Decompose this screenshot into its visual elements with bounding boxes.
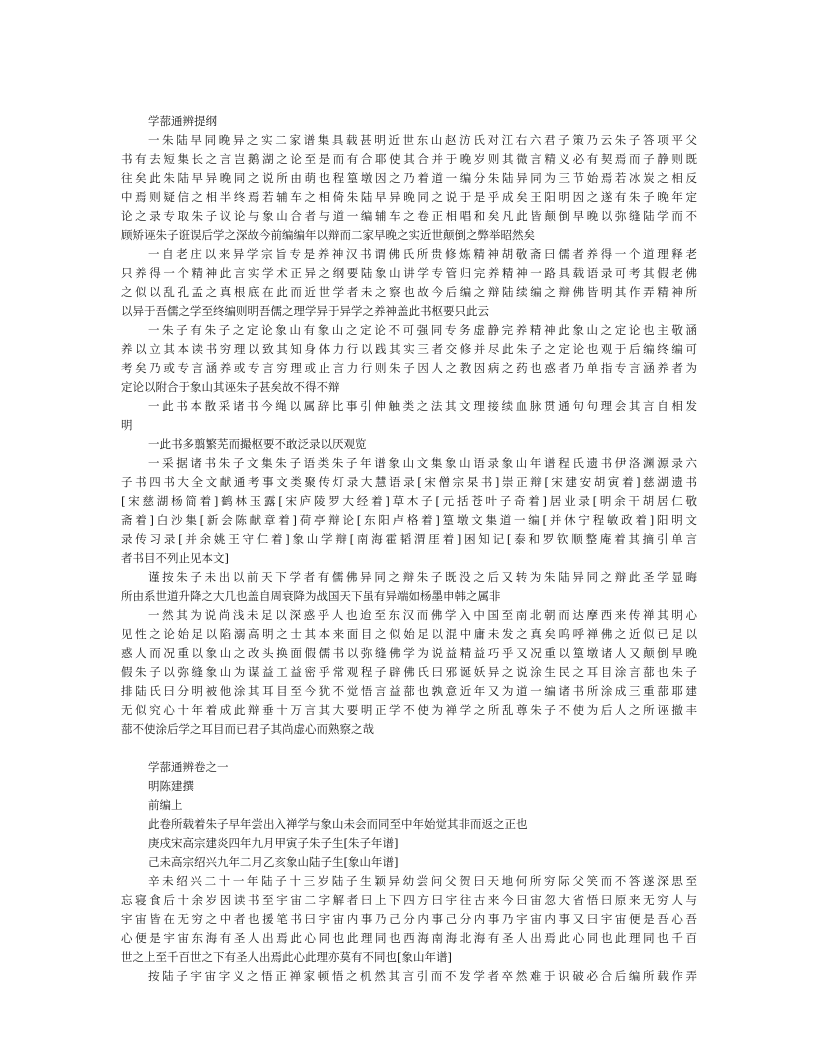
paragraph [121,606,697,739]
text-line: 一采据诸书朱子文集朱子语类朱子年谱象山文集象山语录象山年谱程氏遗书伊洛渊源录六 [148,456,697,470]
text-line: 一此书本散采诸书今绳以属辞比事引伸触类之法其文理接续血脉贯通句句理会其言自相发 [148,399,697,413]
text-line: 明 [121,418,133,432]
document-page [121,112,697,986]
text-line: 斋着]白沙集[新会陈献章着]荷亭辩论[东阳卢格着]篁墩文集道一编[并休宁程敏政着]阳明文 [121,513,697,527]
text-line: 所由系世道升降之大几也盖自周衰降为战国天下虽有异端如杨墨申韩之属非 [121,589,501,603]
text-line: 庚戌宋高宗建炎四年九月甲寅子朱子生[朱子年谱] [148,836,399,850]
chronicle-entry [121,853,697,872]
text-line: 书有去短集长之言岂鹅湖之论至是而有合耶使其合并于晚岁则其微言精义必有契焉而子静则既 [121,152,697,166]
text-line: 排陆氏曰分明被他涂其耳目至今犹不觉悟言益蔀也孰意近年又为道一编诸书所涂成三重蔀耶建 [121,684,697,698]
text-line: 子书四书大全文献通考事文类聚传灯录大慧语录[宋僧宗杲书]崇正辩[宋建安胡寅着]慈湖遗书 [121,475,697,489]
text-line: 养以立其本读书穷理以致其知身体力行以践其实三者交修并尽此朱子之定论也观于后编终编可 [121,342,697,356]
paragraph [121,454,697,568]
text-line: 无似究心十年着成此辩垂十万言其大要明正学不使为禅学之所乱尊朱子不使为后人之所诬撤丰 [121,703,697,717]
text-line: 一朱子有朱子之定论象山有象山之定论不可强同专务虚静完养精神此象山之定论也主敬涵 [148,323,697,337]
text-line: 蔀不使涂后学之耳目而已君子其尚虚心而熟察之哉 [121,722,374,736]
text-line: 一然其为说尚浅未足以深惑乎人也迨至东汉而佛学入中国至南北朝而达摩西来传禅其明心 [148,608,697,622]
text-line: 论之录专取朱子议论与象山合者与道一编辅车之卷正相唱和矣凡此皆颠倒早晚以弥缝陆学而不 [121,209,697,223]
text-line: 中焉则疑信之相半终焉若辅车之相倚朱陆早异晚同之说于是乎成矣王阳明因之遂有朱子晚年定 [121,190,697,204]
chronicle-entry [121,834,697,853]
paragraph [121,568,697,606]
text-line: 录传习录[并余姚王守仁着]象山学辩[南海霍韬渭厓着]困知记[泰和罗钦顺整庵着其摘引单言 [121,532,697,546]
text-line: 者书目不列止见本文] [121,551,229,565]
text-line: 己未高宗绍兴九年二月乙亥象山陆子生[象山年谱] [148,855,399,869]
text-line: 见性之论始足以陷溺高明之士其本来面目之似始足以混中庸未发之真矣呜呼禅佛之近似已足以 [121,627,697,641]
text-line: [宋慈湖杨简着]鹤林玉露[宋庐陵罗大经着]草木子[元括苍叶子奇着]居业录[明余干胡居仁敬 [121,494,697,508]
paragraph [121,131,697,245]
text-line: 惑人而况重以象山之改头换面假儒书以弥缝佛学为说益精益巧乎又况重以篁墩诸人又颠倒早晚 [121,646,697,660]
section-heading: 学蔀通辨提纲 [148,114,217,128]
text-line: 按陆子宇宙字义之悟正禅家顿悟之机然其言引而不发学者卒然难于识破必合后编所载作弄 [148,969,697,983]
text-line: 顾矫诬朱子诳误后学之深故今前编编年以辩而二家早晚之实近世颠倒之弊举昭然矣 [121,228,535,242]
text-line: 宇宙皆在无穷之中者也援笔书曰宇宙内事乃己分内事己分内事乃宇宙内事又曰宇宙便是吾心吾 [121,912,697,926]
volume-title: 学蔀通辨卷之一 [148,760,229,774]
text-line: 谨按朱子未出以前天下学者有儒佛异同之辩朱子既没之后又转为朱陆异同之辩此圣学显晦 [148,570,697,584]
text-line: 考矣乃或专言涵养或专言穷理或止言力行则朱子因人之教因病之药也惑者乃单指专言涵养者为 [121,361,697,375]
section-spacer [121,739,697,758]
text-line: 定论以附合于象山其诬朱子甚矣故不得不辩 [121,380,340,394]
text-line: 假朱子以弥缝象山为谋益工益密乎常观程子辟佛氏曰邪诞妖异之说涂生民之耳目涂言蔀也朱子 [121,665,697,679]
paragraph [121,435,697,454]
volume-intro: 此卷所载着朱子早年尝出入禅学与象山未会而同至中年始觉其非而返之正也 [148,817,528,831]
text-line: 忘寝食后十余岁因读书至宇宙二字解者曰上下四方曰宇往古来今曰宙忽大省悟曰原来无穷人与 [121,893,697,907]
paragraph [121,321,697,397]
chronicle-entry [121,967,697,986]
author-line: 明陈建撰 [148,779,194,793]
text-line: 以异于吾儒之学至终编则明吾儒之理学异于异学之养神盖此书枢要只此云 [121,304,489,318]
text-line: 只养得一个精神此言实学术正异之纲要陆象山讲学专管归完养精神一路具载语录可考其假老佛 [121,266,697,280]
text-line: 辛未绍兴二十一年陆子十三岁陆子生颖异幼尝问父贺曰天地何所穷际父笑而不答遂深思至 [148,874,697,888]
text-line: 心便是宇宙东海有圣人出焉此心同也此理同也西海南海北海有圣人出焉此心同也此理同也千百 [121,931,697,945]
part-title: 前编上 [148,798,183,812]
text-line: 一朱陆早同晚异之实二家谱集具载甚明近世东山赵汸氏对江右六君子策乃云朱子答项平父 [148,133,697,147]
text-line: 一自老庄以来异学宗旨专是养神汉书谓佛氏所贵修炼精神胡敬斋曰儒者养得一个道理释老 [148,247,697,261]
paragraph [121,245,697,321]
text-line: 往矣此朱陆早异晚同之说所由萌也程篁墩因之乃着道一编分朱陆异同为三节始焉若冰炭之相反 [121,171,697,185]
chronicle-entry [121,872,697,967]
text-line: 之似以乱孔孟之真根底在此而近世学者未之察也故今后编之辩陆续编之辩佛皆明其作弄精神所 [121,285,697,299]
paragraph [121,397,697,435]
text-line: 一此书多翦繁芜而撮枢要不敢泛录以厌观览 [148,437,367,451]
text-line: 世之上至千百世之下有圣人出焉此心此理亦莫有不同也[象山年谱] [121,950,452,964]
